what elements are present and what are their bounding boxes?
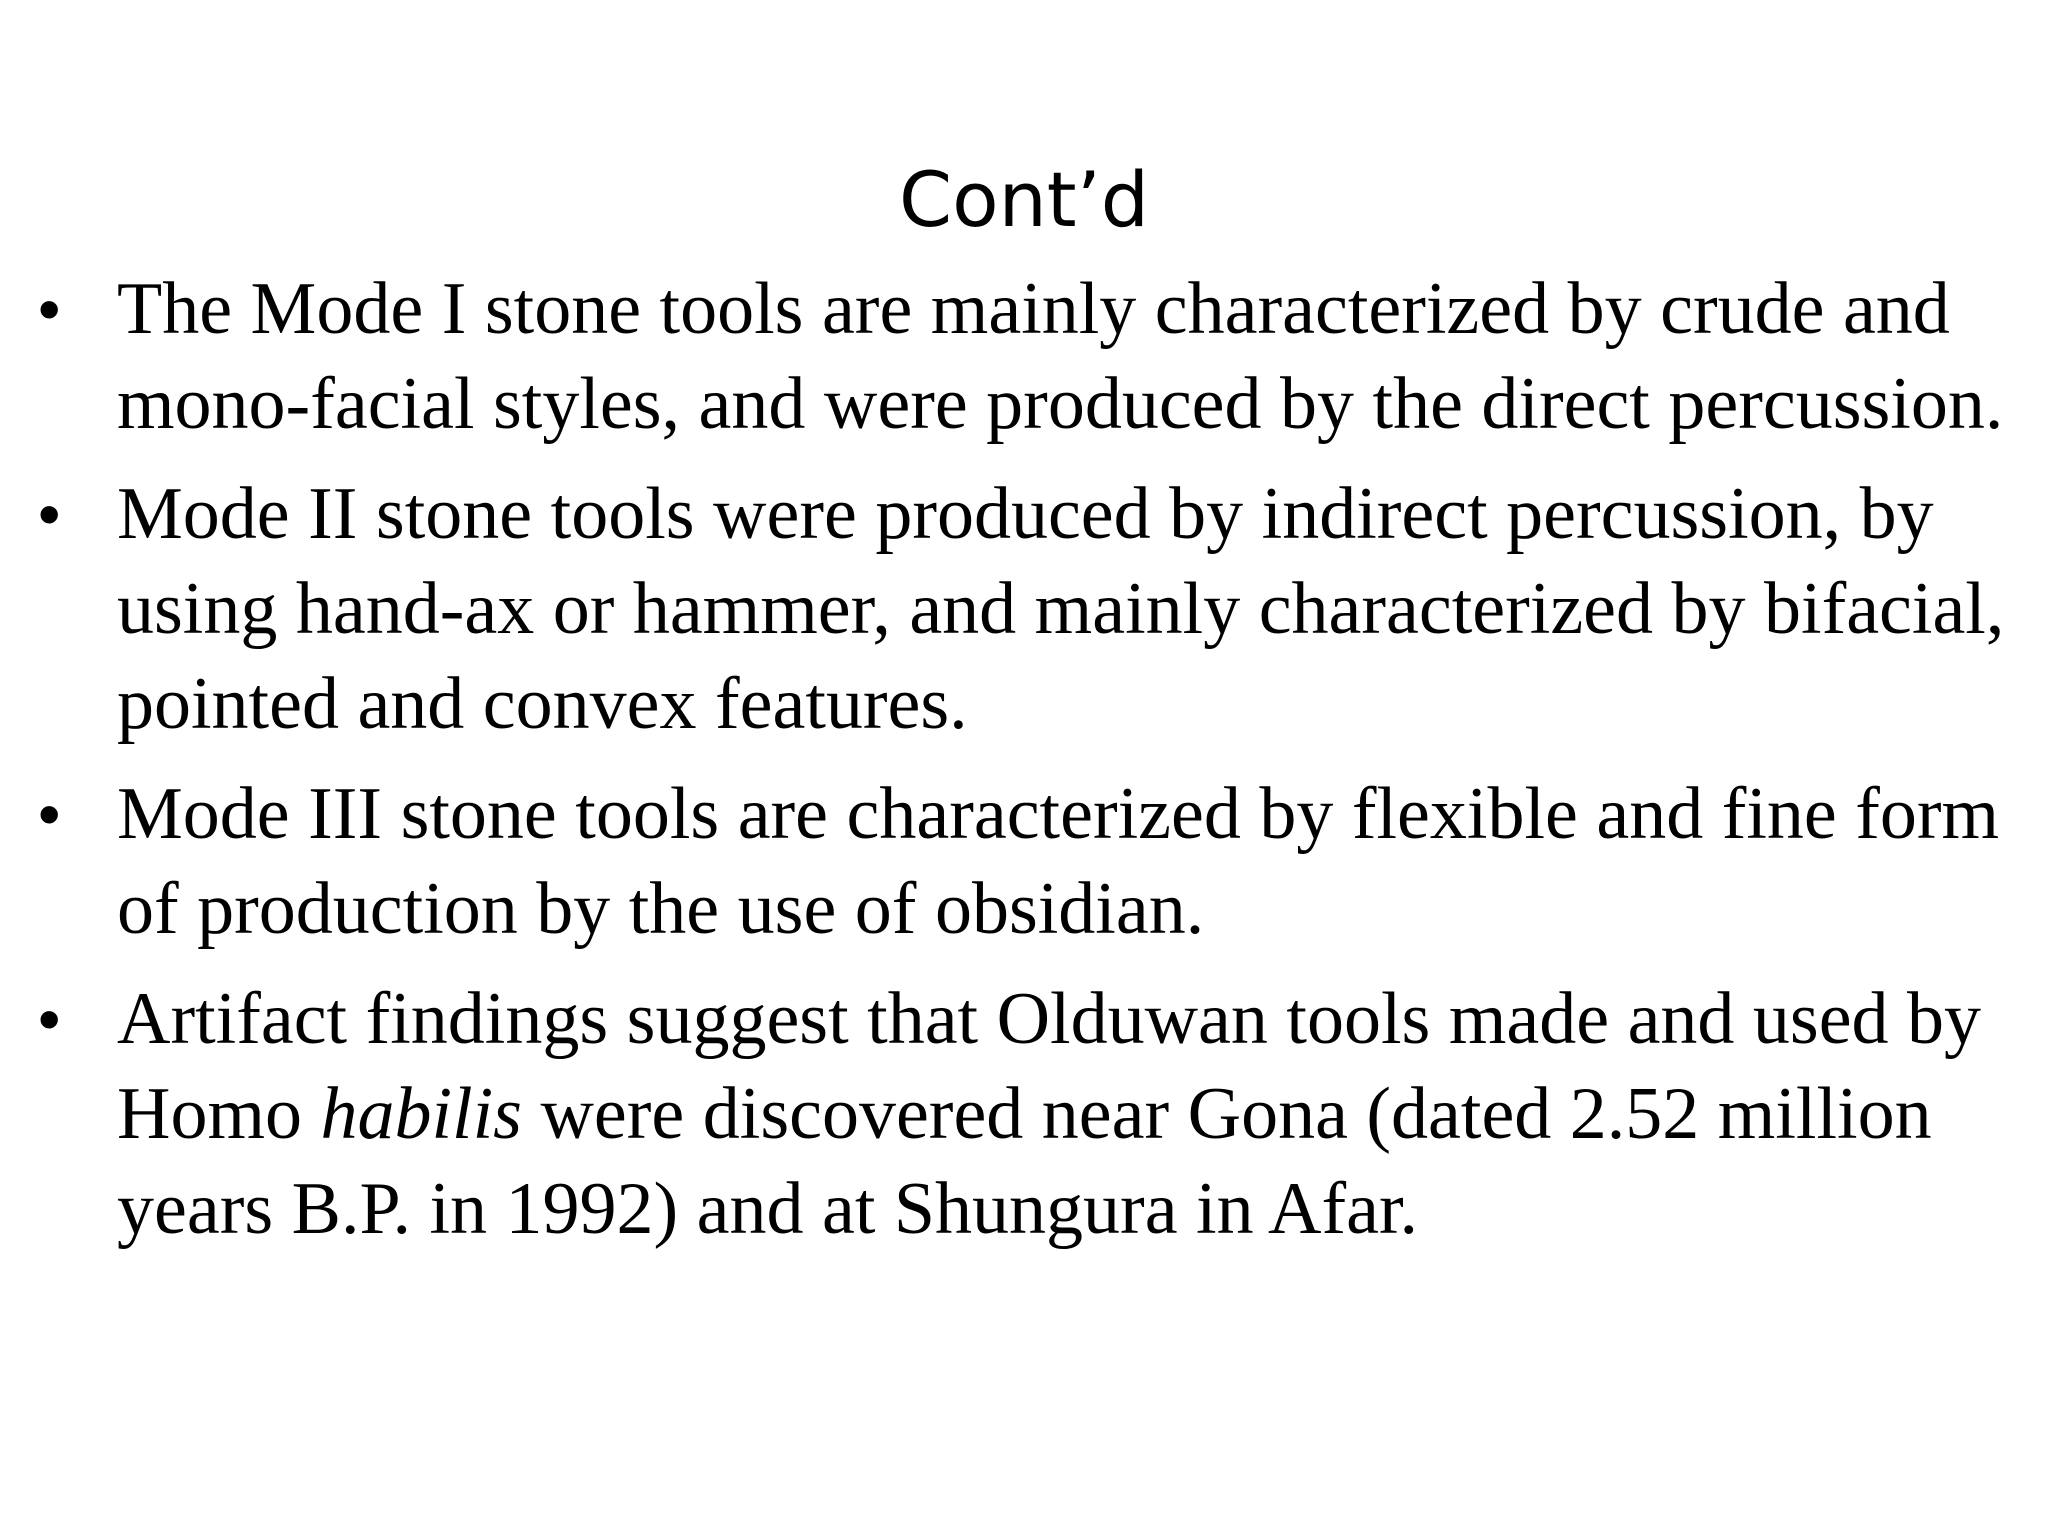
bullet-text-part: Artifact findings suggest that Olduwan tools made and used by Homo [117, 978, 1982, 1155]
bullet-item [38, 767, 2018, 957]
species-name-italic: habilis [320, 1073, 522, 1155]
bullet-text: Mode III stone tools are characterized by flexible and fine form of production by the use of obsidian. [117, 773, 2000, 950]
bullet-text: Mode II stone tools were produced by indirect percussion, by using hand-ax or hammer, and mainly characterized by bifacial, pointed and convex features. [117, 473, 2005, 745]
bullet-item [38, 262, 2018, 452]
bullet-item [38, 467, 2018, 752]
bullet-text [117, 972, 2018, 1257]
bullet-list [38, 262, 2018, 1272]
bullet-icon: • [38, 983, 61, 1055]
bullet-item [38, 972, 2018, 1257]
bullet-text: The Mode I stone tools are mainly characterized by crude and mono-facial styles, and were produced by the direct percussion. [117, 268, 2004, 445]
slide-title: Cont’d [899, 155, 1149, 244]
bullet-icon: • [38, 478, 61, 550]
bullet-icon: • [38, 273, 61, 345]
bullet-text-part: were discovered near Gona (dated 2.52 million years B.P. in 1992) and at Shungura in Afar. [117, 1073, 1932, 1250]
bullet-icon: • [38, 778, 61, 850]
